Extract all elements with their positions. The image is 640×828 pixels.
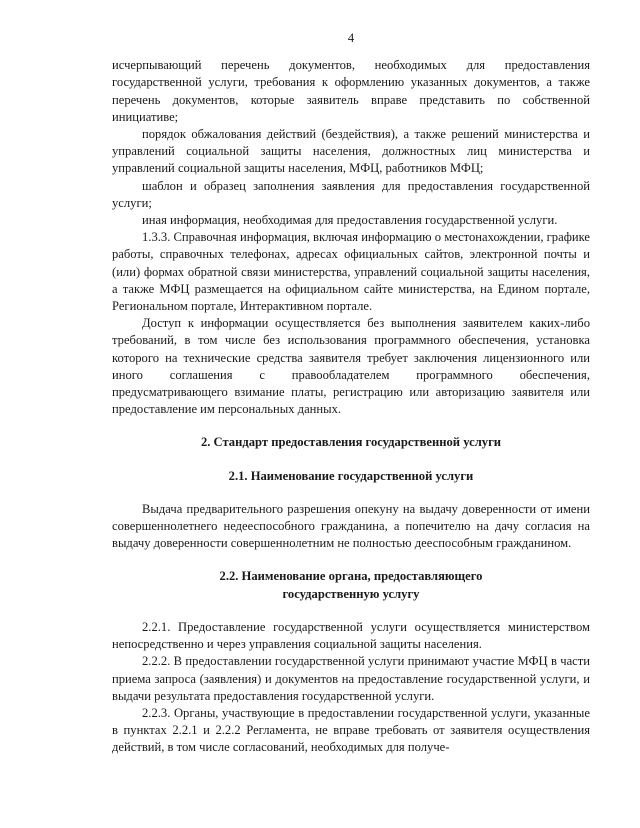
section-2-heading: 2. Стандарт предоставления государственной услуги <box>200 435 502 450</box>
paragraph-2-2-3: 2.2.3. Органы, участвующие в предоставлении государственной услуги, указанные в пунктах 2.2.1 и 2.2.2 Регламента, не вправе требовать от заявителя осуществления действий, в том числе согласований, необходимых для получе- <box>112 705 590 755</box>
section-2-2-heading-line1: 2.2. Наименование органа, предоставляющего <box>219 569 483 584</box>
paragraph-1-3-3: 1.3.3. Справочная информация, включая информацию о местонахождении, графике работы, справочных телефонах, адресах официальных сайтов, электронной почты и (или) формах обратной связи министерства, управлений социальной защиты населения, а также МФЦ размещается на официальном сайте министерства, на Едином портале, Региональном портале, Интерактивном портале. <box>112 230 590 314</box>
paragraph-application-template: шаблон и образец заполнения заявления для предоставления государственной услуги; <box>112 178 590 210</box>
paragraph-appeal-procedure: порядок обжалования действий (бездействия), а также решений министерства и управлений социальной защиты населения, должностных лиц министерства и управлений социальной защиты населения, МФЦ, работников МФЦ; <box>112 127 590 176</box>
section-2-1-text: Выдача предварительного разрешения опекуну на выдачу доверенности от имени совершеннолетнего недееспособного гражданина, а попечителю на дачу согласия на выдачу доверенности совершеннолетним не полностью дееспособным гражданином. <box>112 501 590 551</box>
section-2-1-heading: 2.1. Наименование государственной услуги <box>228 468 474 483</box>
section-2-2-heading-line2: государственную услугу <box>282 586 420 601</box>
page-number: 4 <box>347 31 355 45</box>
paragraph-access-to-information: Доступ к информации осуществляется без выполнения заявителем каких-либо требований, в том числе без использования программного обеспечения, установка которого на технические средства заявителя требует заключения лицензионного или иного соглашения с правообладателем программного обеспечения, предусматривающего взимание платы, регистрацию или авторизацию заявителя или предоставление им персональных данных. <box>112 316 590 417</box>
paragraph-2-2-1: 2.2.1. Предоставление государственной услуги осуществляется министерством непосредственно и через управления социальной защиты населения. <box>112 619 590 652</box>
paragraph-documents-list: исчерпывающий перечень документов, необходимых для предоставления государственной услуги, требования к оформлению указанных документов, а также перечень документов, которые заявитель вправе представить по собственной инициативе; <box>112 58 590 124</box>
paragraph-other-information: иная информация, необходимая для предоставления государственной услуги. <box>142 213 558 228</box>
paragraph-2-2-2: 2.2.2. В предоставлении государственной услуги принимают участие МФЦ в части приема запроса (заявления) и документов на предоставление государственной услуги, и выдачи результата предоставления государственной услуги. <box>112 654 590 703</box>
